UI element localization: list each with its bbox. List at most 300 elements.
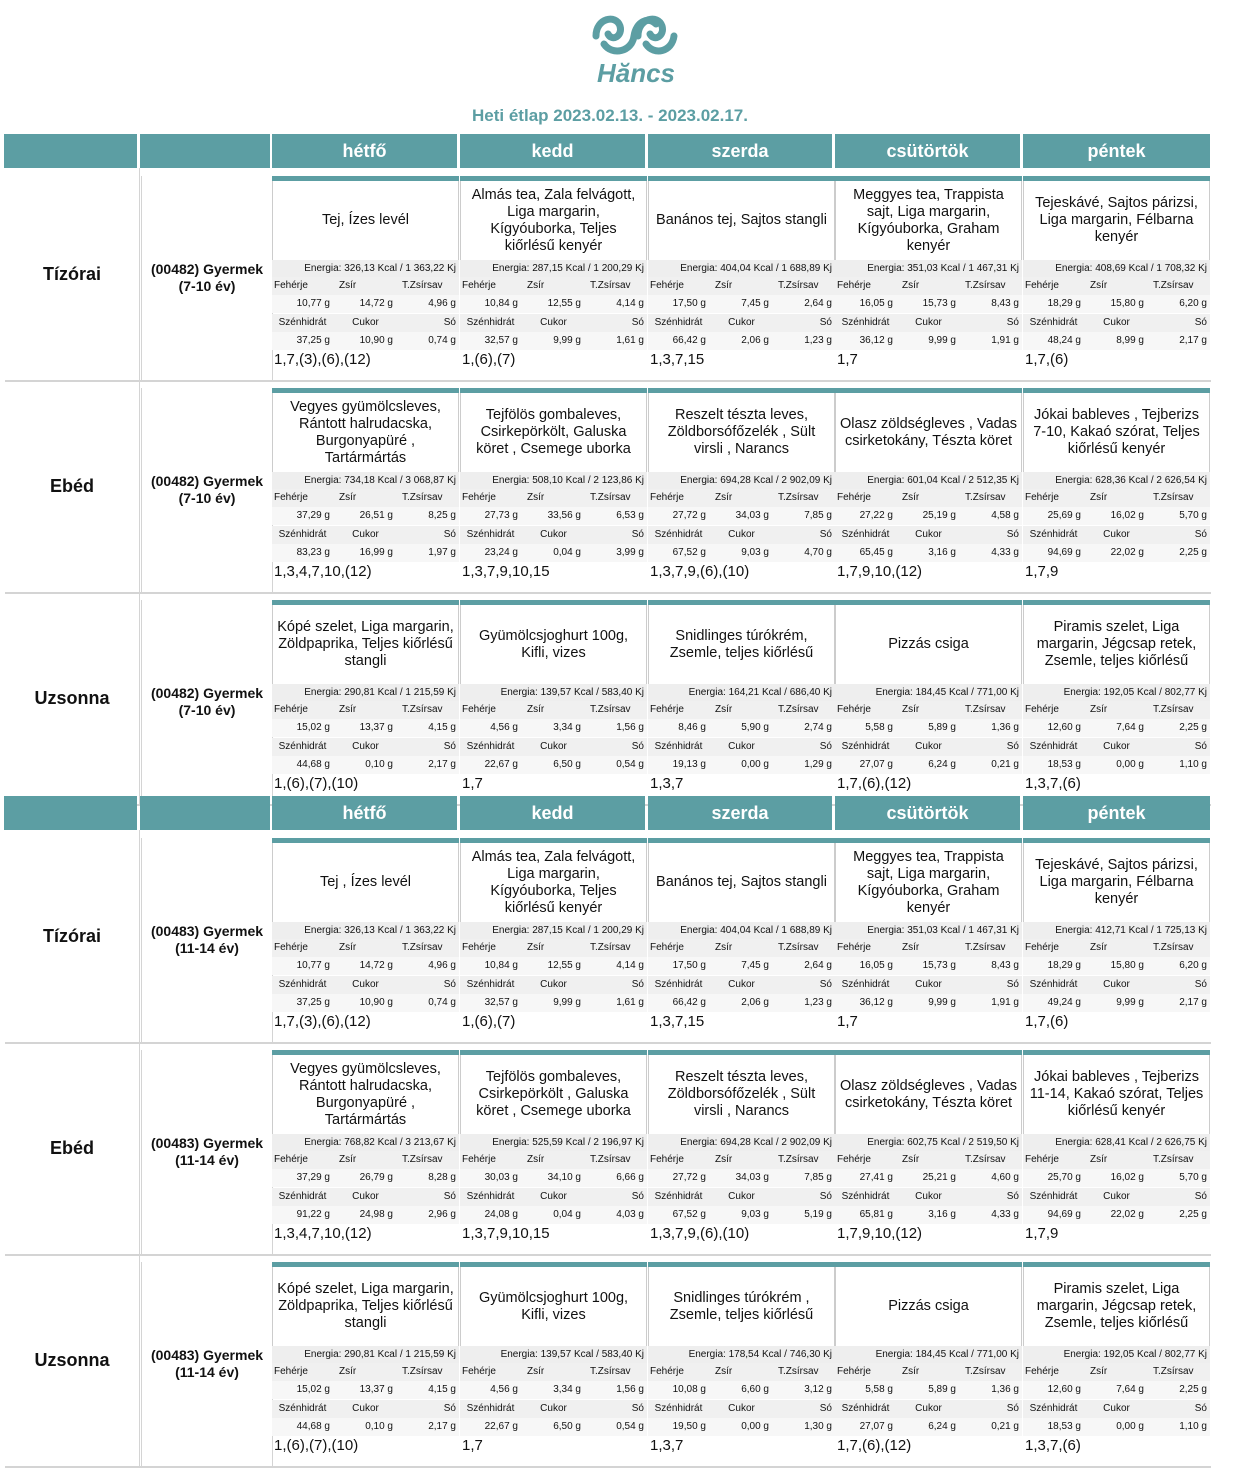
salt-label: Só (1006, 1191, 1019, 1202)
fat-label: Zsír (339, 942, 357, 953)
carb-value: 32,57 g (484, 335, 518, 346)
nutrient-label-row (1023, 526, 1210, 544)
nutrient-label-row (648, 939, 835, 957)
sugar-label: Cukor (1103, 1191, 1130, 1202)
fat-value: 16,02 g (1110, 510, 1144, 521)
allergen-codes: 1,7 (837, 1013, 858, 1030)
nutrient-label-row (1023, 701, 1210, 719)
salt-label: Só (631, 1191, 644, 1202)
carb-label: Szénhidrát (278, 317, 327, 328)
menu-cell (460, 838, 647, 1042)
energy-value: Energia: 290,81 Kcal / 1 215,59 Kj (272, 684, 459, 701)
satfat-label: T.Zsírsav (402, 704, 443, 715)
protein-label: Fehérje (274, 492, 308, 503)
allergen-codes: 1,7 (462, 775, 483, 792)
page-title: Heti étlap 2023.02.13. - 2023.02.17. (472, 106, 748, 125)
nutrient-value-row (835, 1206, 1022, 1224)
carb-label: Szénhidrát (278, 979, 327, 990)
age-group-line: (11-14 év) (175, 1364, 239, 1380)
salt-value: 0,54 g (616, 1421, 644, 1432)
allergen-codes: 1,(6),(7),(10) (274, 1437, 359, 1454)
protein-label: Fehérje (837, 280, 871, 291)
salt-value: 4,03 g (616, 1209, 644, 1220)
fat-value: 6,60 g (741, 1384, 769, 1395)
protein-label: Fehérje (462, 1366, 496, 1377)
protein-value: 15,02 g (296, 1384, 330, 1395)
satfat-label: T.Zsírsav (590, 280, 631, 291)
sugar-value: 9,99 g (553, 997, 581, 1008)
food-description: Almás tea, Zala felvágott, Liga margarin, Kígyóuborka, Teljes kiőrlésű kenyér (460, 181, 647, 260)
nutrient-value-row (1023, 1418, 1210, 1436)
satfat-label: T.Zsírsav (965, 280, 1006, 291)
sugar-label: Cukor (915, 1191, 942, 1202)
fat-value: 3,34 g (553, 1384, 581, 1395)
nutrient-value-row (272, 295, 459, 313)
fat-label: Zsír (715, 280, 733, 291)
menu-cell (460, 388, 647, 592)
satfat-label: T.Zsírsav (1153, 1154, 1194, 1165)
salt-label: Só (443, 741, 456, 752)
menu-cell (835, 600, 1022, 804)
sugar-value: 0,10 g (365, 759, 393, 770)
meal-row (5, 1254, 1211, 1468)
nutrient-value-row (1023, 332, 1210, 350)
nutrient-label-row (648, 1188, 835, 1206)
nutrient-value-row (272, 719, 459, 737)
protein-value: 10,77 g (296, 298, 330, 309)
menu-cell (648, 838, 835, 1042)
energy-value: Energia: 525,59 Kcal / 2 196,97 Kj (460, 1134, 647, 1151)
menu-cell (1023, 600, 1210, 804)
nutrient-label-row (460, 489, 647, 507)
satfat-label: T.Zsírsav (402, 1366, 443, 1377)
sugar-label: Cukor (352, 529, 379, 540)
nutrient-value-row (835, 1381, 1022, 1399)
satfat-value: 7,85 g (804, 510, 832, 521)
sugar-label: Cukor (1103, 741, 1130, 752)
protein-label: Fehérje (274, 280, 308, 291)
header-blank-cell (4, 134, 137, 168)
sugar-value: 22,02 g (1110, 547, 1144, 558)
salt-label: Só (1006, 529, 1019, 540)
salt-label: Só (1006, 741, 1019, 752)
menu-cell (1023, 1262, 1210, 1466)
day-header-row (5, 134, 1211, 168)
sugar-label: Cukor (540, 317, 567, 328)
satfat-label: T.Zsírsav (778, 704, 819, 715)
salt-label: Só (1006, 317, 1019, 328)
salt-label: Só (1194, 529, 1207, 540)
header-blank-cell (140, 134, 270, 168)
protein-value: 17,50 g (672, 960, 706, 971)
protein-label: Fehérje (1025, 492, 1059, 503)
protein-label: Fehérje (650, 1154, 684, 1165)
sugar-label: Cukor (352, 317, 379, 328)
energy-value: Energia: 602,75 Kcal / 2 519,50 Kj (835, 1134, 1022, 1151)
nutrient-value-row (460, 957, 647, 975)
salt-label: Só (631, 317, 644, 328)
protein-value: 16,05 g (859, 960, 893, 971)
nutrient-label-row (648, 738, 835, 756)
salt-label: Só (631, 741, 644, 752)
salt-value: 0,74 g (428, 335, 456, 346)
sugar-label: Cukor (915, 741, 942, 752)
protein-value: 5,58 g (865, 722, 893, 733)
carb-value: 19,13 g (672, 759, 706, 770)
fat-value: 34,03 g (735, 1172, 769, 1183)
sugar-value: 6,24 g (928, 1421, 956, 1432)
sugar-label: Cukor (352, 979, 379, 990)
food-description: Jókai bableves , Tejberizs 11-14, Kakaó szórat, Teljes kiőrlésű kenyér (1023, 1055, 1210, 1134)
protein-label: Fehérje (274, 1366, 308, 1377)
nutrient-value-row (1023, 507, 1210, 525)
fat-value: 13,37 g (359, 1384, 393, 1395)
age-group-line: (7-10 év) (178, 490, 236, 506)
carb-label: Szénhidrát (841, 741, 890, 752)
sugar-value: 9,99 g (553, 335, 581, 346)
protein-value: 27,22 g (859, 510, 893, 521)
food-description: Jókai bableves , Tejberizs 7-10, Kakaó szórat, Teljes kiőrlésű kenyér (1023, 393, 1210, 472)
nutrient-label-row (272, 939, 459, 957)
sugar-value: 9,03 g (741, 1209, 769, 1220)
nutrient-value-row (460, 1381, 647, 1399)
food-description: Almás tea, Zala felvágott, Liga margarin, Kígyóuborka, Teljes kiőrlésű kenyér (460, 843, 647, 922)
salt-value: 2,25 g (1179, 1209, 1207, 1220)
allergen-codes: 1,7,(6) (1025, 351, 1069, 368)
nutrient-value-row (272, 756, 459, 774)
sugar-label: Cukor (540, 529, 567, 540)
day-header: hétfő (272, 134, 457, 168)
nutrient-value-row (272, 507, 459, 525)
nutrient-value-row (460, 1418, 647, 1436)
salt-value: 1,23 g (804, 335, 832, 346)
energy-value: Energia: 164,21 Kcal / 686,40 Kj (648, 684, 835, 701)
nutrient-value-row (1023, 957, 1210, 975)
protein-value: 27,72 g (672, 510, 706, 521)
nutrient-label-row (835, 701, 1022, 719)
fat-label: Zsír (715, 1154, 733, 1165)
nutrient-value-row (648, 756, 835, 774)
fat-label: Zsír (527, 704, 545, 715)
salt-value: 2,17 g (1179, 997, 1207, 1008)
nutrient-value-row (460, 295, 647, 313)
sugar-label: Cukor (1103, 529, 1130, 540)
salt-label: Só (631, 1403, 644, 1414)
salt-value: 4,33 g (991, 547, 1019, 558)
salt-label: Só (819, 1403, 832, 1414)
carb-label: Szénhidrát (278, 1191, 327, 1202)
sugar-label: Cukor (352, 1191, 379, 1202)
carb-label: Szénhidrát (654, 317, 703, 328)
protein-value: 12,60 g (1047, 1384, 1081, 1395)
nutrient-label-row (835, 277, 1022, 295)
day-header: szerda (648, 134, 832, 168)
menu-cell (1023, 176, 1210, 380)
sugar-value: 10,90 g (359, 335, 393, 346)
energy-value: Energia: 326,13 Kcal / 1 363,22 Kj (272, 922, 459, 939)
fat-value: 33,56 g (547, 510, 581, 521)
protein-label: Fehérje (1025, 1366, 1059, 1377)
salt-value: 2,17 g (1179, 335, 1207, 346)
carb-value: 36,12 g (859, 335, 893, 346)
energy-value: Energia: 184,45 Kcal / 771,00 Kj (835, 1346, 1022, 1363)
satfat-label: T.Zsírsav (1153, 492, 1194, 503)
protein-label: Fehérje (462, 942, 496, 953)
meal-row (5, 830, 1211, 1044)
allergen-codes: 1,3,7,15 (650, 351, 705, 368)
age-group-label (141, 176, 273, 380)
satfat-value: 2,64 g (804, 960, 832, 971)
sugar-value: 0,00 g (741, 759, 769, 770)
satfat-label: T.Zsírsav (590, 492, 631, 503)
sugar-value: 9,99 g (928, 335, 956, 346)
energy-value: Energia: 290,81 Kcal / 1 215,59 Kj (272, 1346, 459, 1363)
carb-label: Szénhidrát (841, 1403, 890, 1414)
menu-cell (460, 176, 647, 380)
satfat-label: T.Zsírsav (778, 280, 819, 291)
protein-value: 10,08 g (672, 1384, 706, 1395)
nutrient-value-row (460, 332, 647, 350)
satfat-value: 4,15 g (428, 1384, 456, 1395)
nutrient-value-row (835, 719, 1022, 737)
satfat-value: 8,43 g (991, 298, 1019, 309)
nutrient-label-row (460, 976, 647, 994)
sugar-value: 24,98 g (359, 1209, 393, 1220)
menu-cell (272, 838, 459, 1042)
carb-value: 44,68 g (296, 759, 330, 770)
nutrient-value-row (648, 994, 835, 1012)
nutrient-label-row (460, 701, 647, 719)
nutrient-value-row (648, 719, 835, 737)
satfat-value: 1,36 g (991, 1384, 1019, 1395)
satfat-label: T.Zsírsav (1153, 704, 1194, 715)
nutrient-value-row (1023, 1206, 1210, 1224)
fat-value: 15,80 g (1110, 960, 1144, 971)
sugar-value: 9,03 g (741, 547, 769, 558)
nutrient-value-row (1023, 1169, 1210, 1187)
sugar-label: Cukor (728, 1403, 755, 1414)
day-header: hétfő (272, 796, 457, 830)
carb-label: Szénhidrát (841, 1191, 890, 1202)
satfat-value: 2,64 g (804, 298, 832, 309)
meal-name: Uzsonna (5, 592, 140, 804)
header-blank-cell (140, 796, 270, 830)
salt-value: 1,10 g (1179, 759, 1207, 770)
sugar-label: Cukor (728, 741, 755, 752)
salt-label: Só (1006, 979, 1019, 990)
sugar-label: Cukor (1103, 979, 1130, 990)
nutrient-value-row (648, 1169, 835, 1187)
age-group-line: (00482) Gyermek (150, 685, 264, 701)
menu-cell (835, 388, 1022, 592)
allergen-codes: 1,3,7 (650, 1437, 684, 1454)
nutrient-value-row (460, 756, 647, 774)
menu-cell (835, 838, 1022, 1042)
allergen-codes: 1,3,7,9,10,15 (462, 563, 550, 580)
satfat-value: 5,70 g (1179, 1172, 1207, 1183)
fat-value: 13,37 g (359, 722, 393, 733)
energy-value: Energia: 601,04 Kcal / 2 512,35 Kj (835, 472, 1022, 489)
protein-label: Fehérje (837, 704, 871, 715)
satfat-label: T.Zsírsav (402, 942, 443, 953)
allergen-codes: 1,3,7,9,10,15 (462, 1225, 550, 1242)
nutrient-value-row (648, 1381, 835, 1399)
sugar-value: 16,99 g (359, 547, 393, 558)
allergen-codes: 1,7,9,10,(12) (837, 563, 923, 580)
allergen-codes: 1,7,(6) (1025, 1013, 1069, 1030)
fat-label: Zsír (902, 492, 920, 503)
menu-cell (272, 1262, 459, 1466)
nutrient-value-row (1023, 544, 1210, 562)
protein-label: Fehérje (837, 1154, 871, 1165)
fat-value: 34,03 g (735, 510, 769, 521)
satfat-label: T.Zsírsav (590, 942, 631, 953)
sugar-label: Cukor (915, 979, 942, 990)
salt-value: 1,91 g (991, 997, 1019, 1008)
carb-value: 37,25 g (296, 335, 330, 346)
protein-value: 37,29 g (296, 1172, 330, 1183)
nutrient-value-row (1023, 756, 1210, 774)
nutrient-label-row (1023, 939, 1210, 957)
sugar-label: Cukor (1103, 1403, 1130, 1414)
salt-label: Só (819, 317, 832, 328)
food-description: Tejfölös gombaleves, Csirkepörkölt, Galuska köret , Csemege uborka (460, 393, 647, 472)
salt-label: Só (1194, 741, 1207, 752)
nutrient-label-row (460, 939, 647, 957)
nutrient-value-row (648, 1206, 835, 1224)
satfat-label: T.Zsírsav (1153, 942, 1194, 953)
nutrient-label-row (272, 1400, 459, 1418)
nutrient-value-row (648, 957, 835, 975)
protein-value: 25,70 g (1047, 1172, 1081, 1183)
sugar-value: 0,00 g (741, 1421, 769, 1432)
protein-value: 10,84 g (484, 298, 518, 309)
nutrient-value-row (460, 994, 647, 1012)
sugar-value: 0,10 g (365, 1421, 393, 1432)
carb-label: Szénhidrát (1029, 979, 1078, 990)
salt-value: 1,97 g (428, 547, 456, 558)
age-group-line: (7-10 év) (178, 278, 236, 294)
allergen-codes: 1,7,(6),(12) (837, 1437, 912, 1454)
protein-value: 17,50 g (672, 298, 706, 309)
allergen-codes: 1,3,7,9,(6),(10) (650, 1225, 750, 1242)
nutrient-label-row (835, 1151, 1022, 1169)
fat-label: Zsír (339, 492, 357, 503)
menu-cell (648, 1262, 835, 1466)
nutrient-label-row (835, 314, 1022, 332)
age-group-label (141, 600, 273, 804)
salt-value: 0,74 g (428, 997, 456, 1008)
nutrient-value-row (1023, 719, 1210, 737)
sugar-label: Cukor (915, 317, 942, 328)
protein-value: 18,29 g (1047, 298, 1081, 309)
carb-value: 66,42 g (672, 335, 706, 346)
fat-label: Zsír (527, 280, 545, 291)
salt-value: 1,30 g (804, 1421, 832, 1432)
nutrient-label-row (272, 1151, 459, 1169)
nutrient-label-row (648, 701, 835, 719)
food-description: Vegyes gyümölcsleves, Rántott halrudacska, Burgonyapüré , Tartármártás (272, 1055, 459, 1134)
protein-label: Fehérje (462, 1154, 496, 1165)
salt-value: 5,19 g (804, 1209, 832, 1220)
carb-value: 66,42 g (672, 997, 706, 1008)
nutrient-value-row (835, 957, 1022, 975)
nutrient-label-row (272, 526, 459, 544)
sugar-label: Cukor (540, 1403, 567, 1414)
salt-value: 1,23 g (804, 997, 832, 1008)
fat-value: 5,89 g (928, 722, 956, 733)
allergen-codes: 1,3,7,(6) (1025, 775, 1081, 792)
fat-value: 25,19 g (922, 510, 956, 521)
protein-label: Fehérje (1025, 1154, 1059, 1165)
carb-label: Szénhidrát (1029, 1403, 1078, 1414)
satfat-label: T.Zsírsav (590, 1154, 631, 1165)
menu-cell (648, 176, 835, 380)
meal-name: Ebéd (5, 1042, 140, 1254)
energy-value: Energia: 139,57 Kcal / 583,40 Kj (460, 684, 647, 701)
sugar-value: 22,02 g (1110, 1209, 1144, 1220)
satfat-value: 4,14 g (616, 960, 644, 971)
menu-cell (835, 176, 1022, 380)
food-description: Tej , Ízes levél (272, 843, 459, 922)
protein-value: 37,29 g (296, 510, 330, 521)
nutrient-value-row (648, 1418, 835, 1436)
food-description: Tejfölös gombaleves, Csirkepörkölt , Galuska köret , Csemege uborka (460, 1055, 647, 1134)
satfat-label: T.Zsírsav (965, 1154, 1006, 1165)
salt-value: 1,61 g (616, 997, 644, 1008)
nutrient-value-row (460, 1206, 647, 1224)
energy-value: Energia: 287,15 Kcal / 1 200,29 Kj (460, 260, 647, 277)
satfat-value: 4,96 g (428, 298, 456, 309)
age-group-label (141, 838, 273, 1042)
food-description: Pizzás csiga (835, 1267, 1022, 1346)
salt-label: Só (1194, 979, 1207, 990)
sugar-label: Cukor (352, 1403, 379, 1414)
nutrient-label-row (648, 526, 835, 544)
carb-label: Szénhidrát (841, 317, 890, 328)
nutrient-label-row (648, 976, 835, 994)
nutrient-label-row (1023, 489, 1210, 507)
satfat-label: T.Zsírsav (590, 1366, 631, 1377)
allergen-codes: 1,3,7 (650, 775, 684, 792)
nutrient-value-row (835, 332, 1022, 350)
fat-value: 7,64 g (1116, 1384, 1144, 1395)
nutrient-label-row (835, 1363, 1022, 1381)
nutrient-value-row (835, 507, 1022, 525)
nutrient-value-row (272, 957, 459, 975)
menu-cell (1023, 838, 1210, 1042)
allergen-codes: 1,(6),(7) (462, 1013, 516, 1030)
energy-value: Energia: 287,15 Kcal / 1 200,29 Kj (460, 922, 647, 939)
satfat-value: 6,53 g (616, 510, 644, 521)
energy-value: Energia: 404,04 Kcal / 1 688,89 Kj (648, 922, 835, 939)
carb-value: 37,25 g (296, 997, 330, 1008)
nutrient-label-row (648, 314, 835, 332)
sugar-value: 0,04 g (553, 547, 581, 558)
carb-value: 83,23 g (296, 547, 330, 558)
nutrient-label-row (460, 314, 647, 332)
salt-value: 1,10 g (1179, 1421, 1207, 1432)
fat-label: Zsír (902, 280, 920, 291)
sugar-value: 3,16 g (928, 547, 956, 558)
nutrient-value-row (1023, 1381, 1210, 1399)
nutrient-label-row (460, 277, 647, 295)
carb-value: 44,68 g (296, 1421, 330, 1432)
allergen-codes: 1,7,(3),(6),(12) (274, 351, 371, 368)
age-group-line: (7-10 év) (178, 702, 236, 718)
age-group-line: (00482) Gyermek (150, 473, 264, 489)
energy-value: Energia: 408,69 Kcal / 1 708,32 Kj (1023, 260, 1210, 277)
